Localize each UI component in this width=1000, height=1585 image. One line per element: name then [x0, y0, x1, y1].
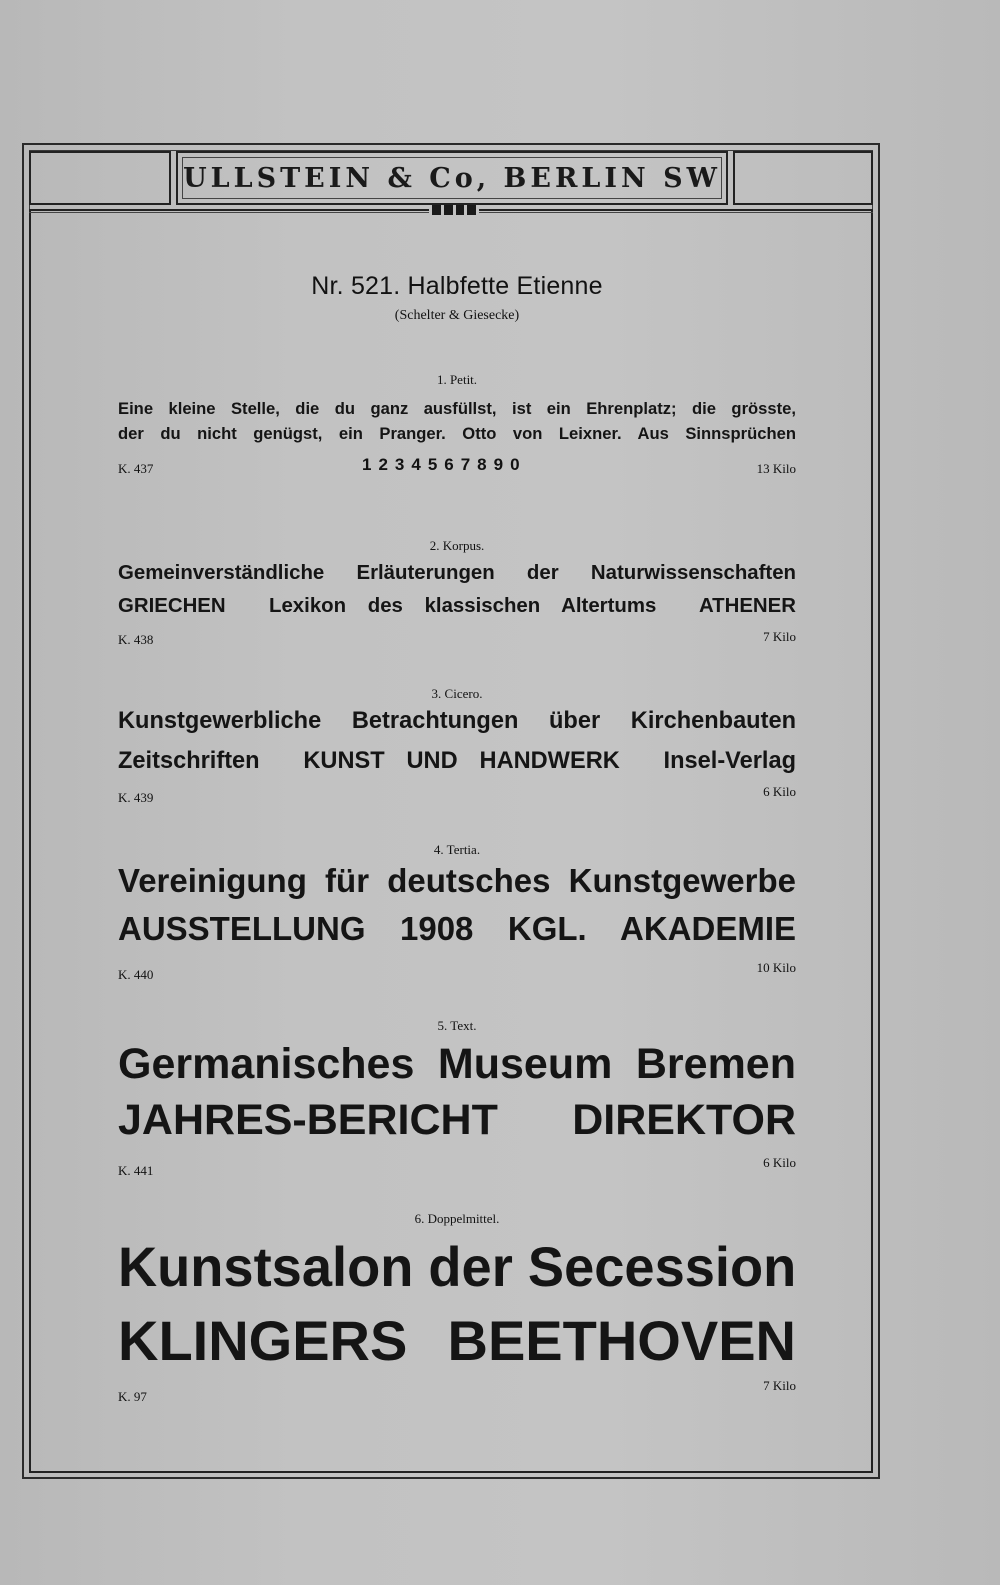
- sample-line: KLINGERS BEETHOVEN: [118, 1309, 796, 1372]
- weight-label: 6 Kilo: [763, 1155, 796, 1170]
- sample-line: GRIECHEN Lexikon des klassischen Altertums ATHENER: [118, 595, 796, 617]
- weight-label: 10 Kilo: [756, 960, 796, 975]
- sample-line: Kunstsalon der Secession: [118, 1235, 797, 1298]
- sample-line: Kunstgewerbliche Betrachtungen über Kirchenbauten: [118, 708, 796, 734]
- catalog-code: K. 439: [118, 790, 154, 805]
- catalog-code: K. 441: [118, 1163, 154, 1178]
- header-box-center: [176, 151, 728, 205]
- section-label: 4. Tertia.: [433, 842, 481, 857]
- section-label: 6. Doppelmittel.: [414, 1211, 500, 1226]
- catalog-code: K. 437: [118, 461, 154, 476]
- section-label: 2. Korpus.: [429, 538, 485, 553]
- sample-line: JAHRES-BERICHT DIREKTOR: [118, 1096, 796, 1144]
- weight-label: 13 Kilo: [756, 461, 796, 476]
- sample-line: der du nicht genügst, ein Pranger. Otto von Leixner. Aus Sinnsprüchen: [118, 424, 796, 443]
- sample-line: AUSSTELLUNG 1908 KGL. AKADEMIE: [118, 910, 796, 947]
- section-label: 5. Text.: [437, 1018, 477, 1033]
- sample-line: Eine kleine Stelle, die du ganz ausfüllst, ist ein Ehrenplatz; die grösste,: [118, 399, 796, 418]
- weight-label: 7 Kilo: [763, 1378, 796, 1393]
- foundry-credit: (Schelter & Giesecke): [394, 308, 520, 323]
- catalog-code: K. 438: [118, 632, 154, 647]
- catalog-code: K. 97: [118, 1389, 147, 1404]
- header-box-right: [733, 151, 873, 205]
- catalog-code: K. 440: [118, 967, 154, 982]
- header-box-left: [29, 151, 171, 205]
- weight-label: 7 Kilo: [763, 629, 796, 644]
- weight-label: 6 Kilo: [763, 784, 796, 799]
- section-label: 3. Cicero.: [431, 686, 483, 701]
- sample-line: Germanisches Museum Bremen: [118, 1040, 796, 1088]
- section-label: 1. Petit.: [436, 372, 478, 387]
- specimen-title: Nr. 521. Halbfette Etienne: [311, 272, 603, 300]
- ornament-icon: [429, 205, 479, 215]
- sample-line: Zeitschriften KUNST UND HANDWERK Insel-Verlag: [118, 748, 796, 774]
- sample-line: Vereinigung für deutsches Kunstgewerbe: [118, 862, 796, 899]
- sample-line: Gemeinverständliche Erläuterungen der Naturwissenschaften: [118, 562, 796, 584]
- digit-sample: 1234567890: [362, 455, 527, 474]
- publisher-name: ULLSTEIN & Co, BERLIN SW: [183, 162, 721, 194]
